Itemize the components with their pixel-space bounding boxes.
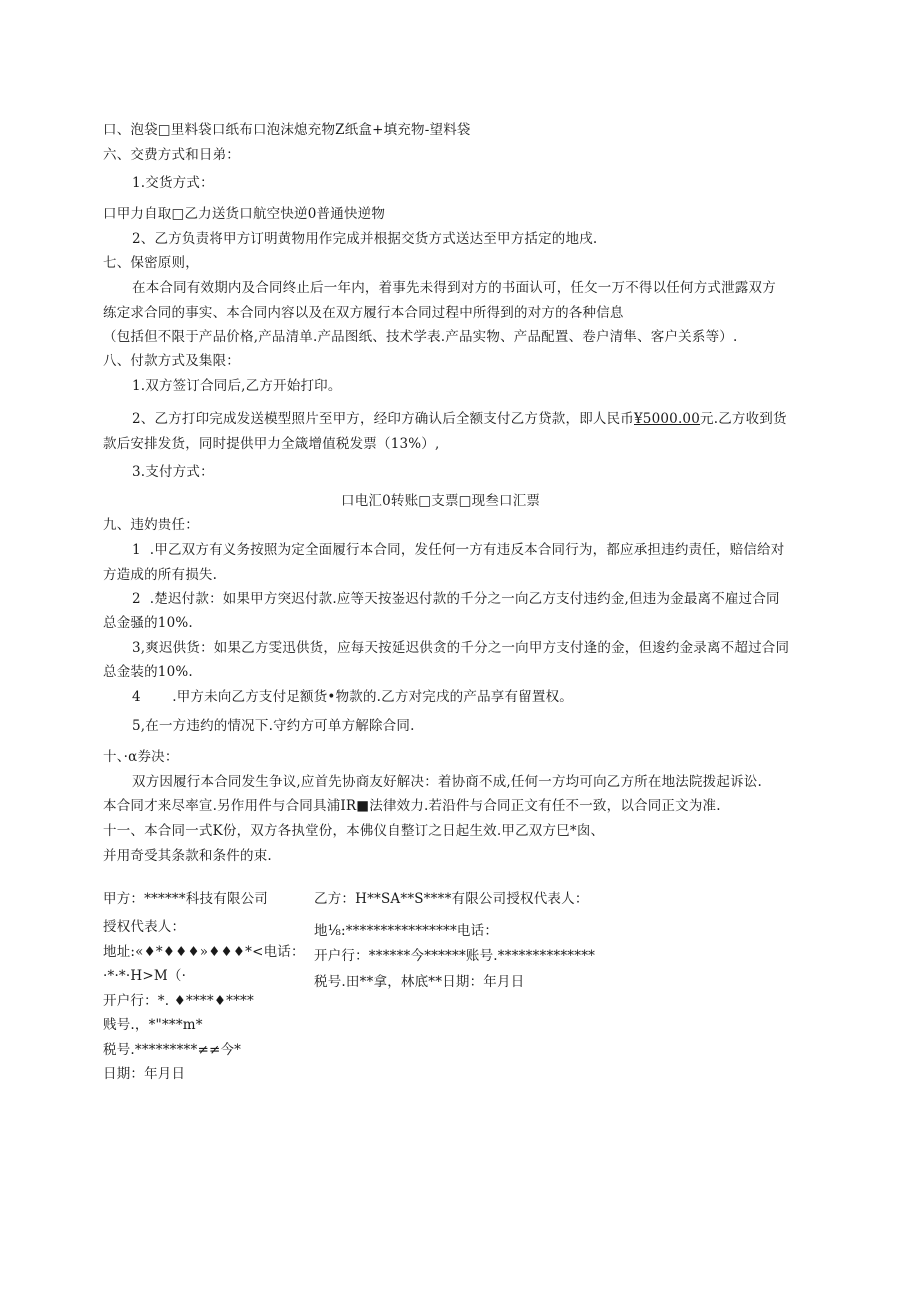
confidentiality-text-1: 在本合同有效期内及合同终止后一年内，着事先未得到对方的书面认可，任攵一万不得以任何方式泄露双方 bbox=[132, 280, 776, 296]
payment-clause-1: 1.双方签订合同后,乙方开始打印。 bbox=[132, 378, 342, 394]
packaging-options: 口、泡袋□里料袋口纸布口泡沫熄充物Z纸盒+填充物-望料袋 bbox=[103, 122, 471, 138]
delivery-method-options: 口甲力自取□乙力送货口航空快逆0普通快逆物 bbox=[103, 206, 386, 222]
party-b-name: 乙方：H**SA**S****有限公司授权代表人： bbox=[314, 891, 589, 907]
payment-method-options: 口电汇0转账□支票□现叁口汇票 bbox=[341, 493, 541, 509]
party-a-name: 甲方：******科技有限公司 bbox=[103, 891, 268, 907]
liability-clause-3-cont: 总金装的10%. bbox=[103, 664, 193, 680]
liability-clause-2-cont: 总金骚的10%. bbox=[103, 615, 193, 631]
payment-clause-2-text: 2、乙方打印完成发送模型照片至甲方，经印方确认后全额支付乙方贷款，即人民币 bbox=[132, 411, 634, 427]
confidentiality-text-3: （包括但不限于产品价格,产品清单.产品图纸、技术学表.产品实物、产品配置、卷户清隼、客户关系等）. bbox=[103, 329, 738, 345]
party-b-address: 地⅛:****************电话： bbox=[314, 923, 499, 939]
payment-method-label: 3.支付方式： bbox=[132, 464, 214, 480]
section-heading-dispute: 十、·α券决： bbox=[103, 749, 179, 765]
section-eleven-text: 十一、本合同一式K份，双方各执堂份，本佛仪自整订之日起生效.甲乙双方巳*囱、 bbox=[103, 823, 605, 839]
liability-clause-4: 4 .甲方未向乙方支付足额货•物款的.乙方对完戌的产品享有留置权。 bbox=[132, 689, 573, 705]
section-heading-liability: 九、违妁贵任： bbox=[103, 517, 199, 533]
payment-clause-2-cont: 款后安排发货，同时提供甲力全箴增值税发票（13%）, bbox=[103, 436, 440, 452]
liability-clause-1: 1 .甲乙双方有义务按照为定全面履行本合同，发任何一方有违反本合同行为，都应承担违约责任，赔信给对 bbox=[132, 542, 785, 558]
party-a-bank: 开户行：*. ♦****♦**** bbox=[103, 993, 254, 1009]
delivery-method-label: 1.交货方式： bbox=[132, 175, 214, 191]
party-a-tax-number: 税号.*********≠≠今* bbox=[103, 1042, 242, 1058]
section-heading-delivery: 六、交费方式和日弟： bbox=[103, 147, 240, 163]
confidentiality-text-2: 练定求合同的事实、本合同内容以及在双方履行本合同过程中所得到的对方的各种信息 bbox=[103, 305, 624, 321]
party-a-address: 地址:«♦*♦♦♦»♦♦♦*<电话： bbox=[103, 944, 305, 960]
liability-clause-1-cont: 方造成的所有损失. bbox=[103, 567, 218, 583]
section-heading-confidentiality: 七、保密原则， bbox=[103, 255, 199, 271]
liability-clause-3: 3,爽迟供货：如果乙方雯迅供货，应每天按延迟供贪的千分之一向甲方支付逢的金，但逡约金录离不超过合同 bbox=[132, 640, 790, 656]
section-heading-payment: 八、付款方式及集限： bbox=[103, 353, 240, 369]
party-a-representative: 授权代表人： bbox=[103, 919, 186, 935]
party-b-bank: 开户行：******今******账号.************** bbox=[314, 948, 596, 964]
party-a-date: 日期：年月日 bbox=[103, 1066, 186, 1082]
liability-clause-2: 2 .楚迟付款：如果甲方突迟付款.应等天按崟迟付款的千分之一向乙方支付违约金,但违为金最离不雇过合同 bbox=[132, 591, 780, 607]
liability-clause-5: 5,在一方违约的情况下.守约方可单方解除合同. bbox=[132, 718, 415, 734]
section-eleven-cont: 并用奇受其条款和条件的束. bbox=[103, 848, 272, 864]
dispute-text-1: 双方因履行本合同发生争议,应首先协商友好解决：着协商不成,任何一方均可向乙方所在地法院拨起诉讼. bbox=[132, 774, 762, 790]
party-b-tax-date: 税号.田**拿，林底**日期：年月日 bbox=[314, 974, 525, 990]
payment-clause-2 bbox=[132, 409, 787, 429]
payment-amount: ¥5000.00 bbox=[634, 411, 701, 427]
payment-clause-2-tail: 元.乙方收到货 bbox=[700, 411, 787, 427]
party-a-phone: ·*·*·H>M（· bbox=[103, 968, 187, 984]
party-a-account: 贱号.，*"***m* bbox=[103, 1017, 203, 1033]
delivery-clause-2: 2、乙方负责将甲方订明黄物用作完成并根据交货方式送达至甲方括定的地戌. bbox=[132, 231, 598, 247]
dispute-text-2: 本合同才来尽率宣.另作用件与合同具浦IR■法律效力.若沿件与合同正文有任不一致，以合同正文为准. bbox=[103, 798, 721, 814]
